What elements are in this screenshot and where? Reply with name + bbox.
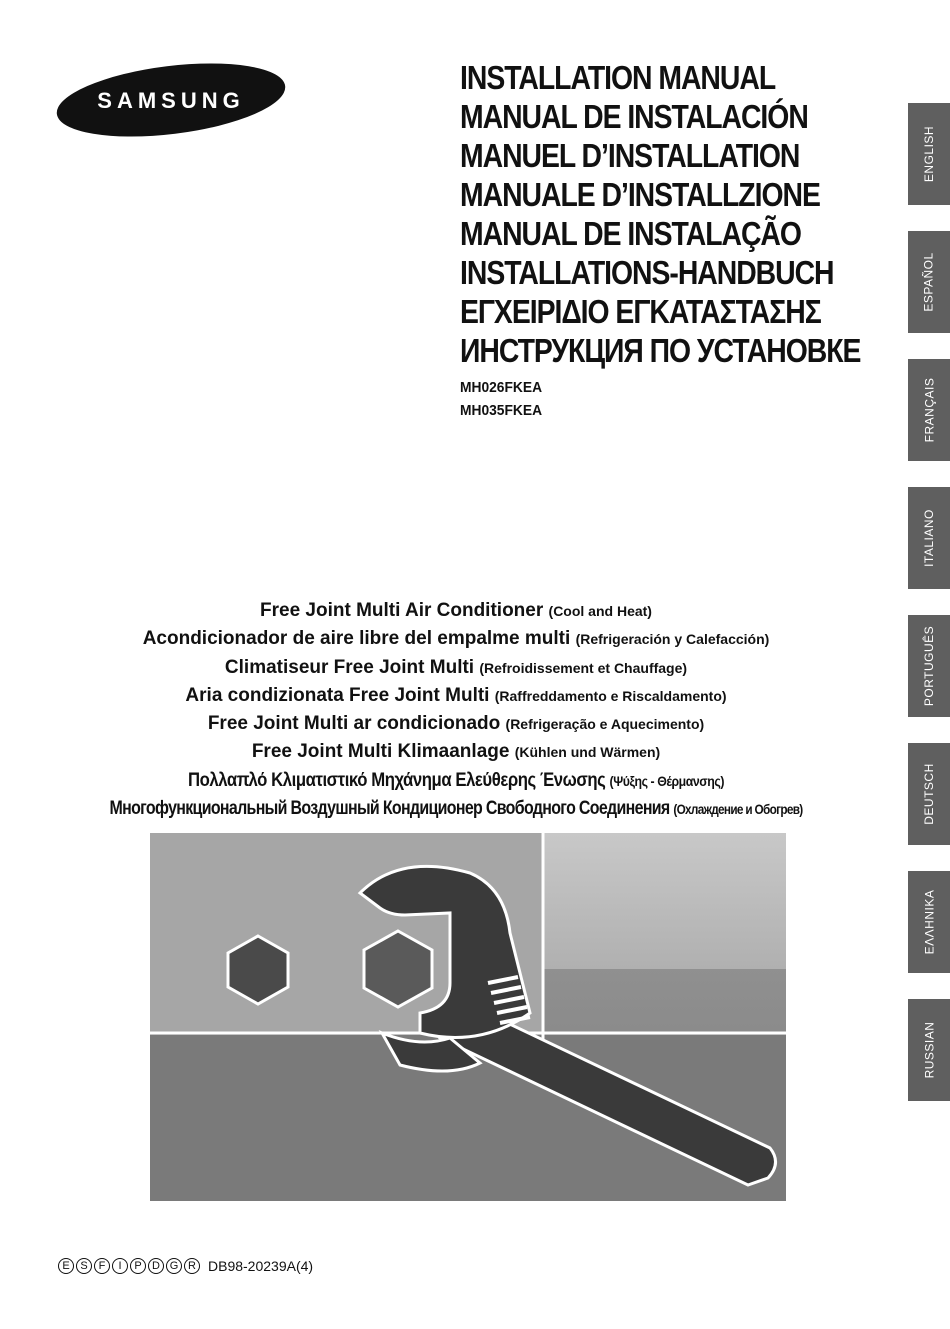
product-note: (Cool and Heat) (548, 603, 652, 619)
tab-english[interactable] (908, 103, 950, 205)
tab-label: PORTUGUÊS (922, 625, 937, 707)
product-note: (Kühlen und Wärmen) (514, 744, 661, 761)
wrench-illustration (150, 833, 786, 1201)
tab-greek[interactable] (908, 871, 950, 973)
tab-italian[interactable] (908, 487, 950, 589)
brand-wordmark: SAMSUNG (97, 88, 245, 113)
product-line-spanish (0, 625, 912, 653)
language-code-badge: R (184, 1258, 200, 1274)
language-code-badge: P (130, 1258, 146, 1274)
language-code-badge: I (112, 1258, 128, 1274)
model-number: MH026FKEA (460, 379, 543, 396)
wall-panel (544, 833, 786, 969)
hex-nut (228, 936, 288, 1004)
product-note: (Refrigeración y Calefacción) (575, 631, 770, 648)
product-note: (Охлаждение и Обогрев) (673, 801, 803, 818)
product-name: Free Joint Multi Klimaanlage (251, 741, 510, 763)
footer (58, 1258, 313, 1274)
product-name: Многофункциональный Воздушный Кондиционер Свободного Соединения (109, 798, 670, 820)
tab-label: DEUTSCH (922, 763, 937, 825)
tab-russian[interactable] (908, 999, 950, 1101)
product-name: Acondicionador de aire libre del empalme multi (142, 628, 571, 650)
title-russian: ИНСТРУКЦИЯ ПО УСТАНОВКЕ (460, 332, 861, 369)
title-english: INSTALLATION MANUAL (460, 59, 776, 96)
product-note: (Ψύξης - Θέρμανσης) (609, 772, 725, 789)
title-french: MANUEL D’INSTALLATION (460, 137, 800, 174)
product-name: Free Joint Multi ar condicionado (207, 713, 501, 735)
tab-label: RUSSIAN (922, 1021, 936, 1079)
model-number: MH035FKEA (460, 402, 543, 419)
product-note: (Refrigeração e Aquecimento) (505, 716, 705, 733)
language-code-badge: G (166, 1258, 182, 1274)
manual-titles (460, 58, 900, 422)
tab-label: ΕΛΛΗΝΙΚΑ (922, 889, 936, 955)
tab-label: ENGLISH (922, 125, 936, 183)
title-italian: MANUALE D’INSTALLZIONE (460, 176, 820, 213)
product-name: Aria condizionata Free Joint Multi (185, 684, 490, 706)
title-greek: ΕΓΧΕΙΡΙΔΙΟ ΕΓΚΑΤΑΣΤΑΣΗΣ (460, 293, 821, 330)
product-name: Πολλαπλό Κλιματιστικό Μηχάνημα Ελεύθερης Ένωσης (187, 769, 606, 791)
product-name: Climatiseur Free Joint Multi (224, 656, 475, 678)
language-code-badge: S (76, 1258, 92, 1274)
language-code-badge: F (94, 1258, 110, 1274)
language-code-badge: E (58, 1258, 74, 1274)
tab-french[interactable] (908, 359, 950, 461)
product-line-russian (73, 795, 839, 823)
document-code: DB98-20239A(4) (208, 1258, 314, 1274)
tab-portuguese[interactable] (908, 615, 950, 717)
product-line-greek (55, 767, 858, 795)
tab-label: FRANÇAIS (922, 377, 936, 443)
product-name: Free Joint Multi Air Conditioner (260, 600, 544, 621)
tab-label: ESPAÑOL (922, 252, 936, 312)
tab-german[interactable] (908, 743, 950, 845)
product-line-french (0, 654, 912, 682)
product-line-english (0, 597, 912, 625)
title-german: INSTALLATIONS-HANDBUCH (460, 254, 834, 291)
product-note: (Refroidissement et Chauffage) (479, 659, 688, 676)
product-line-italian (0, 682, 912, 710)
samsung-logo (55, 62, 287, 138)
product-descriptions (0, 597, 912, 823)
product-line-portuguese (0, 710, 912, 738)
language-code-badge: D (148, 1258, 164, 1274)
title-portuguese: MANUAL DE INSTALAÇÃO (460, 215, 801, 252)
model-list (460, 376, 900, 422)
tab-label: ITALIANO (922, 509, 937, 567)
tab-spanish[interactable] (908, 231, 950, 333)
product-note: (Raffreddamento e Riscaldamento) (494, 687, 727, 704)
product-line-german (0, 738, 912, 766)
title-spanish: MANUAL DE INSTALACIÓN (460, 98, 808, 135)
